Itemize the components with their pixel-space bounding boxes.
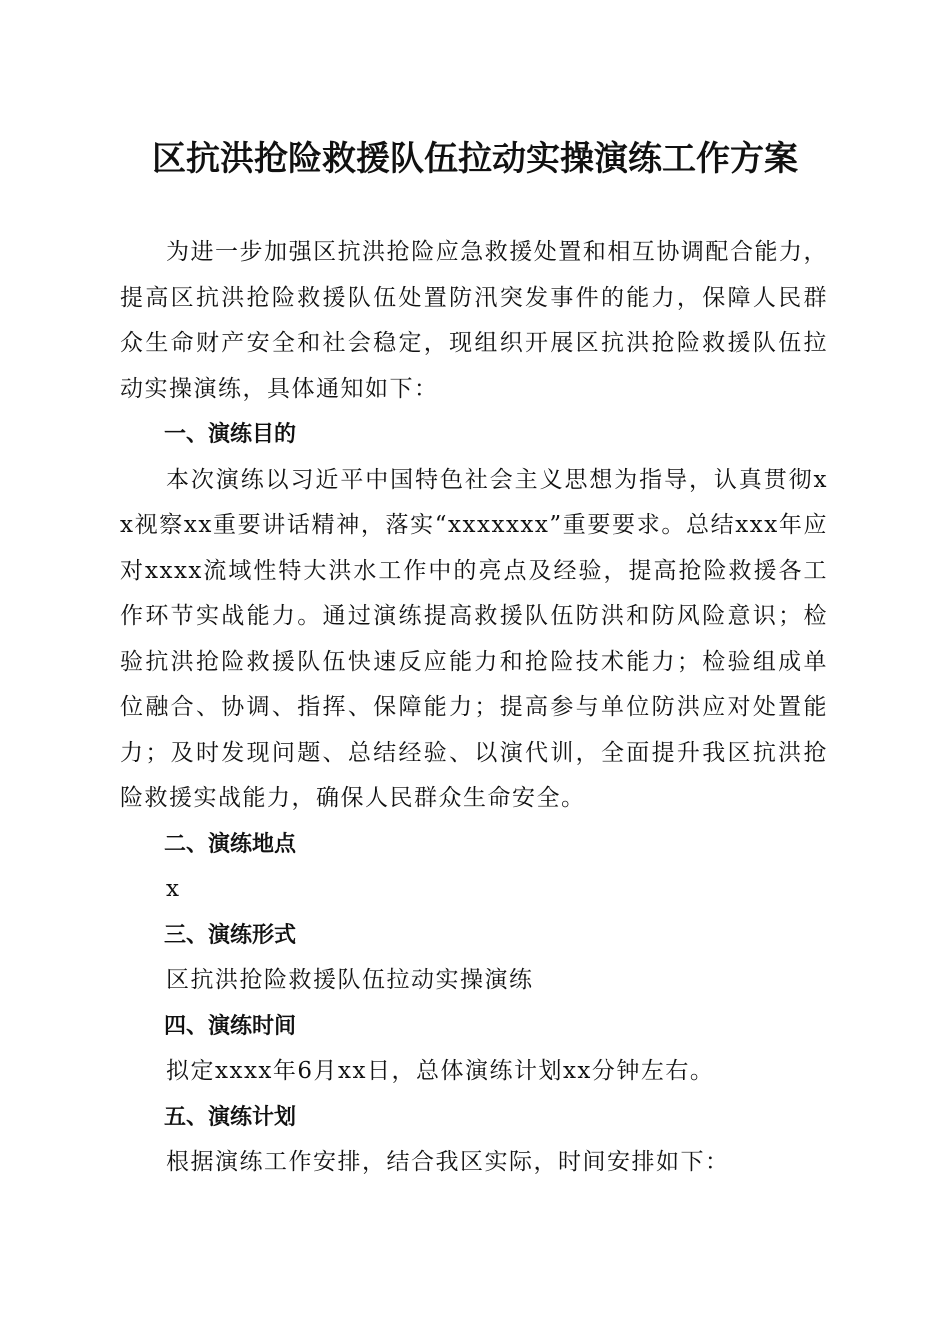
section-heading-format: 三、演练形式 — [164, 922, 297, 948]
intro-paragraph: 为进一步加强区抗洪抢险应急救援处置和相互协调配合能力，提高区抗洪抢险救援队伍处置防汛突发事件的能力，保障人民群众生命财产安全和社会稳定，现组织开展区抗洪抢险救援队伍拉动实操演练，具体通知如下： — [120, 239, 828, 402]
section-text-purpose: 本次演练以习近平中国特色社会主义思想为指导，认真贯彻xx视察xx重要讲话精神，落实“xxxxxxx”重要要求。总结xxx年应对xxxx流域性特大洪水工作中的亮点及经验，提高抢险救援各工作环节实战能力。通过演练提高救援队伍防洪和防风险意识；检验抗洪抢险救援队伍快速反应能力和抢险技术能力；检验组成单位融合、协调、指挥、保障能力；提高参与单位防洪应对处置能力；及时发现问题、总结经验、以演代训，全面提升我区抗洪抢险救援实战能力，确保人民群众生命安全。 — [120, 466, 828, 811]
section-text-format: 区抗洪抢险救援队伍拉动实操演练 — [166, 967, 534, 993]
section-text-location: x — [166, 876, 181, 902]
section-text-time: 拟定xxxx年6月xx日，总体演练计划xx分钟左右。 — [166, 1058, 715, 1084]
section-text-plan: 根据演练工作安排，结合我区实际，时间安排如下： — [166, 1149, 730, 1175]
section-heading-location: 二、演练地点 — [164, 831, 297, 857]
document-body — [120, 230, 828, 1186]
section-heading-plan: 五、演练计划 — [164, 1104, 297, 1130]
document-title: 区抗洪抢险救援队伍拉动实操演练工作方案 — [152, 139, 798, 179]
section-heading-purpose: 一、演练目的 — [164, 422, 297, 447]
section-heading-time: 四、演练时间 — [164, 1013, 297, 1039]
